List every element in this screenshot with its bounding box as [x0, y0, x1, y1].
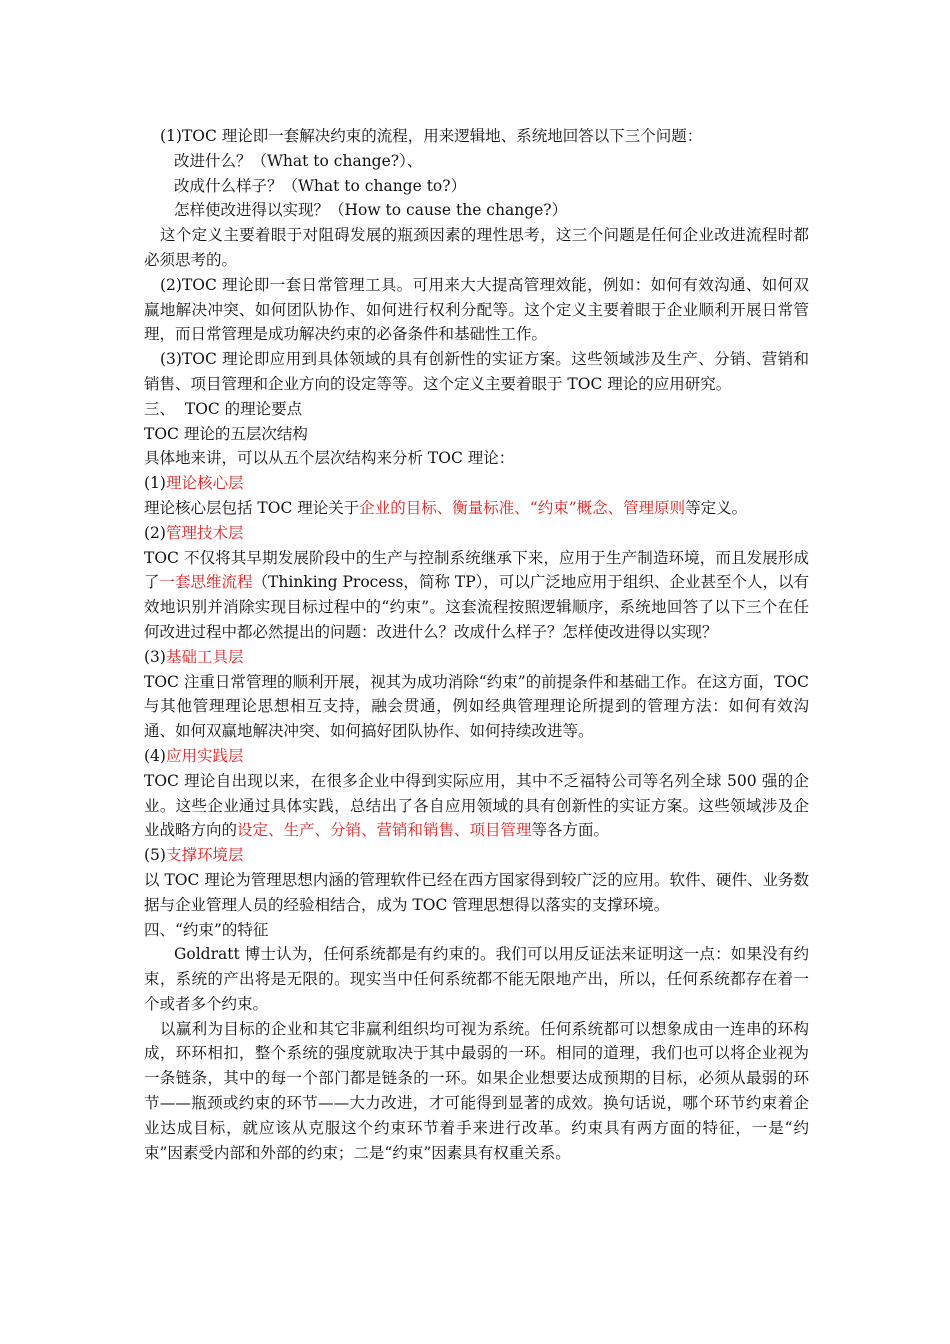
layer-3-title: 基础工具层	[165, 647, 244, 666]
layer-1-heading	[144, 471, 809, 496]
section-heading-4: 四、“约束”的特征	[144, 920, 269, 939]
paragraph-five-layers-intro: 具体地来讲，可以从五个层次结构来分析 TOC 理论：	[144, 449, 515, 468]
section-heading-3: 三、 TOC 的理论要点	[144, 399, 303, 418]
layer-1-title: 理论核心层	[165, 474, 244, 493]
question-what-to-change: 改进什么？（What to change?）、	[174, 151, 423, 170]
paragraph-toc-definition-3: (3)TOC 理论即应用到具体领域的具有创新性的实证方案。这些领域涉及生产、分销、营销和销售、项目管理和企业方向的设定等等。这个定义主要着眼于 TOC 理论的应用研究。	[144, 350, 809, 393]
layer-4-text	[144, 769, 809, 843]
layer-2-text-a: TOC 不仅将其早期发展阶段中的生产与控制系统继承下来，应用于生产制造环境，而且发展形成了	[144, 548, 809, 592]
layer-2-text	[144, 546, 809, 645]
layer-5-title: 支撑环境层	[165, 846, 244, 865]
layer-1-number: (1)	[144, 474, 166, 493]
layer-1-text-b: 等定义。	[685, 498, 748, 517]
layer-4-text-b: 等各方面。	[531, 821, 610, 840]
layer-3-text: TOC 注重日常管理的顺利开展，视其为成功消除“约束”的前提条件和基础工作。在这方面，TOC 与其他管理理论思想相互支持，融会贯通，例如经典管理理论所提到的管理方法：如何有效沟通、如何双赢地解决冲突、如何搞好团队协作、如何持续改进等。	[144, 672, 809, 741]
paragraph-goldratt: Goldratt 博士认为，任何系统都是有约束的。我们可以用反证法来证明这一点：如果没有约束，系统的产出将是无限的。现实当中任何系统都不能无限地产出，所以，任何系统都存在着一个或者多个约束。	[144, 945, 809, 1013]
paragraph-toc-definition-2: (2)TOC 理论即一套日常管理工具。可用来大大提高管理效能，例如：如何有效沟通、如何双赢地解决冲突、如何团队协作、如何进行权利分配等。这个定义主要着眼于企业顺利开展日常管理，而日常管理是成功解决约束的必备条件和基础性工作。	[144, 275, 809, 344]
layer-4-title: 应用实践层	[165, 746, 244, 765]
question-how-to-cause-change: 怎样使改进得以实现？（How to cause the change?）	[174, 201, 568, 220]
layer-5-number: (5)	[144, 846, 166, 865]
question-what-to-change-to: 改成什么样子？（What to change to?）	[174, 176, 467, 195]
layer-3-number: (3)	[144, 647, 166, 666]
document-page	[144, 124, 809, 1165]
layer-2-text-highlight: 一套思维流程	[159, 573, 253, 592]
layer-5-heading	[144, 843, 809, 868]
layer-4-text-a: TOC 理论自出现以来，在很多企业中得到实际应用，其中不乏福特公司等名列全球 500 强的企业。这些企业通过具体实践，总结出了各自应用领域的具有创新性的实证方案。这些领域涉及企业战略方向的	[144, 771, 809, 840]
layer-4-number: (4)	[144, 746, 166, 765]
layer-1-text	[144, 496, 809, 521]
paragraph-definition-1-note: 这个定义主要着眼于对阻碍发展的瓶颈因素的理性思考，这三个问题是任何企业改进流程时都必须思考的。	[144, 226, 809, 269]
layer-4-text-highlight: 设定、生产、分销、营销和销售、项目管理	[237, 821, 532, 840]
paragraph-constraint-features: 以赢利为目标的企业和其它非赢利组织均可视为系统。任何系统都可以想象成由一连串的环构成，环环相扣，整个系统的强度就取决于其中最弱的一环。相同的道理，我们也可以将企业视为一条链条，其中的每一个部门都是链条的一环。如果企业想要达成预期的目标，必须从最弱的环节——瓶颈或约束的环节——大力改进，才可能得到显著的成效。换句话说，哪个环节约束着企业达成目标，就应该从克服这个约束环节着手来进行改革。约束具有两方面的特征，一是“约束”因素受内部和外部的约束；二是“约束”因素具有权重关系。	[144, 1019, 809, 1162]
layer-2-title: 管理技术层	[165, 523, 244, 542]
layer-1-text-highlight: 企业的目标、衡量标准、“约束”概念、管理原则	[359, 498, 686, 517]
subheading-five-layers: TOC 理论的五层次结构	[144, 424, 308, 443]
layer-2-number: (2)	[144, 523, 166, 542]
layer-3-heading	[144, 645, 809, 670]
layer-5-text: 以 TOC 理论为管理思想内涵的管理软件已经在西方国家得到较广泛的应用。软件、硬件、业务数据与企业管理人员的经验相结合，成为 TOC 管理思想得以落实的支撑环境。	[144, 870, 809, 914]
layer-4-heading	[144, 744, 809, 769]
layer-2-heading	[144, 521, 809, 546]
paragraph-toc-definition-1: (1)TOC 理论即一套解决约束的流程，用来逻辑地、系统地回答以下三个问题：	[160, 127, 703, 145]
layer-2-text-b: （Thinking Process，简称 TP），可以广泛地应用于组织、企业甚至个人，以有效地识别并消除实现目标过程中的“约束”。这套流程按照逻辑顺序，系统地回答了以下三个在任何改进过程中都必然提出的问题：改进什么？改成什么样子？怎样使改进得以实现？	[144, 573, 809, 641]
layer-1-text-a: 理论核心层包括 TOC 理论关于	[144, 498, 360, 517]
